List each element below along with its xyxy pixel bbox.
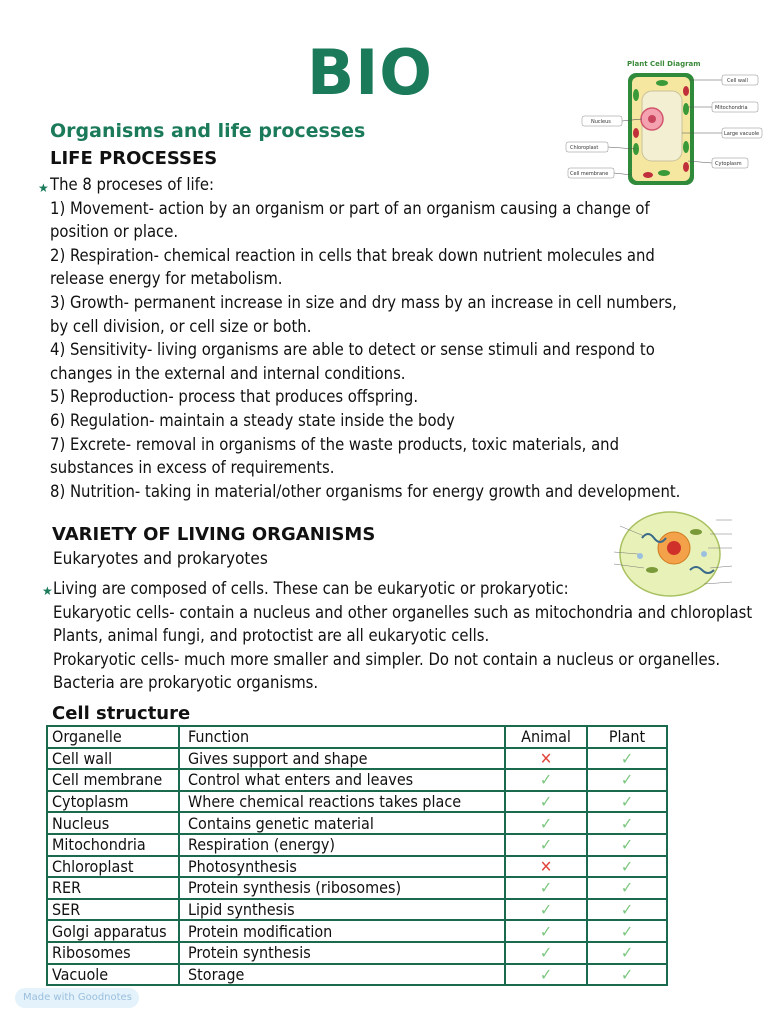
text-line: Living are composed of cells. These can be eukaryotic or prokaryotic:	[53, 579, 569, 598]
mitochondria-shape	[646, 567, 658, 573]
text-line: Eukaryotic cells- contain a nucleus and other organelles such as mitochondria and chloroplast	[53, 602, 753, 622]
mitochondria-shape	[690, 529, 702, 535]
text-line: 3) Growth- permanent increase in size and dry mass by an increase in cell numbers,	[50, 292, 677, 312]
label-cell-membrane: Cell membrane	[570, 171, 609, 177]
intro-line: The 8 proceses of life:	[50, 175, 214, 194]
text-line: 2) Respiration- chemical reaction in cells that break down nutrient molecules and	[50, 245, 655, 265]
cell-organelle: RER	[47, 877, 179, 899]
cell-function: Storage	[179, 964, 505, 986]
text-line: changes in the external and internal conditions.	[50, 363, 406, 383]
table-row	[47, 791, 667, 813]
text-line: Bacteria are prokaryotic organisms.	[53, 673, 319, 693]
cells-text	[53, 577, 752, 695]
text-line: position or place.	[50, 222, 179, 242]
cell-plant-mark: ✓	[587, 899, 667, 921]
table-row	[47, 920, 667, 942]
text-line: 5) Reproduction- process that produces offspring.	[50, 387, 419, 407]
chloroplast-shape	[683, 103, 689, 115]
subheading-cell-structure: Cell structure	[52, 703, 191, 724]
cell-animal-mark: ✓	[505, 812, 587, 834]
cell-organelle: Vacuole	[47, 964, 179, 986]
cell-organelle: Chloroplast	[47, 856, 179, 878]
cell-function: Contains genetic material	[179, 812, 505, 834]
cell-organelle: Cell wall	[47, 748, 179, 770]
cell-plant-mark: ✓	[587, 791, 667, 813]
chloroplast-shape	[683, 141, 689, 153]
cell-organelle: Cell membrane	[47, 769, 179, 791]
mitochondria-shape	[643, 172, 653, 178]
cell-plant-mark: ✓	[587, 748, 667, 770]
text-line: 7) Excrete- removal in organisms of the waste products, toxic materials, and	[50, 434, 620, 454]
cell-animal-mark: ✓	[505, 942, 587, 964]
cell-plant-mark: ✓	[587, 812, 667, 834]
cell-function: Respiration (energy)	[179, 834, 505, 856]
cell-organelle: Nucleus	[47, 812, 179, 834]
cell-animal-mark: ✓	[505, 791, 587, 813]
cell-function: Photosynthesis	[179, 856, 505, 878]
header-organelle: Organelle	[47, 726, 179, 748]
cell-organelle: Golgi apparatus	[47, 920, 179, 942]
table-row	[47, 856, 667, 878]
text-line: 8) Nutrition- taking in material/other organisms for energy growth and development.	[50, 481, 681, 501]
cell-organelle: Cytoplasm	[47, 791, 179, 813]
label-mitochondria: Mitochondria	[715, 105, 748, 111]
star-bullet-icon: ★	[42, 584, 53, 598]
header-function: Function	[179, 726, 505, 748]
mitochondria-shape	[683, 86, 689, 96]
nucleolus-shape	[648, 115, 656, 123]
table-row	[47, 769, 667, 791]
table-row	[47, 899, 667, 921]
text-line: 6) Regulation- maintain a steady state inside the body	[50, 410, 455, 430]
label-large-vacuole: Large vacuole	[724, 131, 760, 137]
header-animal: Animal	[505, 726, 587, 748]
cell-animal-mark: ✓	[505, 769, 587, 791]
subheading-variety: VARIETY OF LIVING ORGANISMS	[52, 524, 376, 545]
plant-diagram-title: Plant Cell Diagram	[627, 60, 701, 68]
cell-plant-mark: ✓	[587, 856, 667, 878]
cell-animal-mark: ✓	[505, 877, 587, 899]
cell-function: Protein synthesis	[179, 942, 505, 964]
section-heading-organisms: Organisms and life processes	[50, 120, 366, 142]
table-row	[47, 812, 667, 834]
text-line: Plants, animal fungi, and protoctist are all eukaryotic cells.	[53, 626, 490, 646]
star-bullet-icon: ★	[38, 181, 49, 195]
cell-animal-mark: ✓	[505, 964, 587, 986]
cell-structure-table	[46, 725, 668, 986]
goodnotes-watermark: Made with Goodnotes	[15, 988, 139, 1008]
cell-animal-mark: ✓	[505, 920, 587, 942]
table-row	[47, 964, 667, 986]
cell-function: Protein synthesis (ribosomes)	[179, 877, 505, 899]
cell-animal-mark: ✓	[505, 834, 587, 856]
cell-function: Control what enters and leaves	[179, 769, 505, 791]
cell-plant-mark: ✓	[587, 964, 667, 986]
text-line: by cell division, or cell size or both.	[50, 316, 312, 336]
cell-function: Lipid synthesis	[179, 899, 505, 921]
subheading-life-processes: LIFE PROCESSES	[50, 148, 218, 169]
page-title: BIO	[306, 36, 434, 109]
chloroplast-shape	[633, 89, 639, 101]
table-row	[47, 748, 667, 770]
label-chloroplast: Chloroplast	[570, 145, 599, 151]
table-row	[47, 877, 667, 899]
label-cell-wall: Cell wall	[727, 78, 748, 84]
cell-animal-mark: ✕	[505, 748, 587, 770]
label-cytoplasm: Cytoplasm	[715, 161, 742, 167]
header-plant: Plant	[587, 726, 667, 748]
chloroplast-shape	[658, 170, 670, 176]
cell-function: Protein modification	[179, 920, 505, 942]
cell-plant-mark: ✓	[587, 834, 667, 856]
cell-plant-mark: ✓	[587, 877, 667, 899]
nucleolus-shape	[667, 541, 681, 555]
subheading-eukaryotes: Eukaryotes and prokaryotes	[53, 549, 268, 569]
table-row	[47, 834, 667, 856]
cell-plant-mark: ✓	[587, 769, 667, 791]
text-line: 1) Movement- action by an organism or part of an organism causing a change of	[50, 198, 650, 218]
text-line: 4) Sensitivity- living organisms are able to detect or sense stimuli and respond to	[50, 340, 655, 360]
cell-function: Where chemical reactions takes place	[179, 791, 505, 813]
table-header-row	[47, 726, 667, 748]
mitochondria-shape	[633, 128, 639, 138]
text-line: Prokaryotic cells- much more smaller and simpler. Do not contain a nucleus or organelles.	[53, 649, 721, 669]
cell-organelle: SER	[47, 899, 179, 921]
plant-cell-diagram	[560, 55, 765, 195]
chloroplast-shape	[656, 80, 668, 86]
cell-organelle: Mitochondria	[47, 834, 179, 856]
table-row	[47, 942, 667, 964]
cell-plant-mark: ✓	[587, 920, 667, 942]
cell-organelle: Ribosomes	[47, 942, 179, 964]
mitochondria-shape	[683, 162, 689, 172]
text-line: release energy for metabolism.	[50, 269, 283, 289]
cell-animal-mark: ✓	[505, 899, 587, 921]
life-processes-text	[50, 173, 680, 503]
vesicle-shape	[701, 551, 707, 557]
label-nucleus: Nucleus	[591, 119, 611, 125]
cell-function: Gives support and shape	[179, 748, 505, 770]
cell-plant-mark: ✓	[587, 942, 667, 964]
text-line: substances in excess of requirements.	[50, 458, 335, 478]
cell-animal-mark: ✕	[505, 856, 587, 878]
